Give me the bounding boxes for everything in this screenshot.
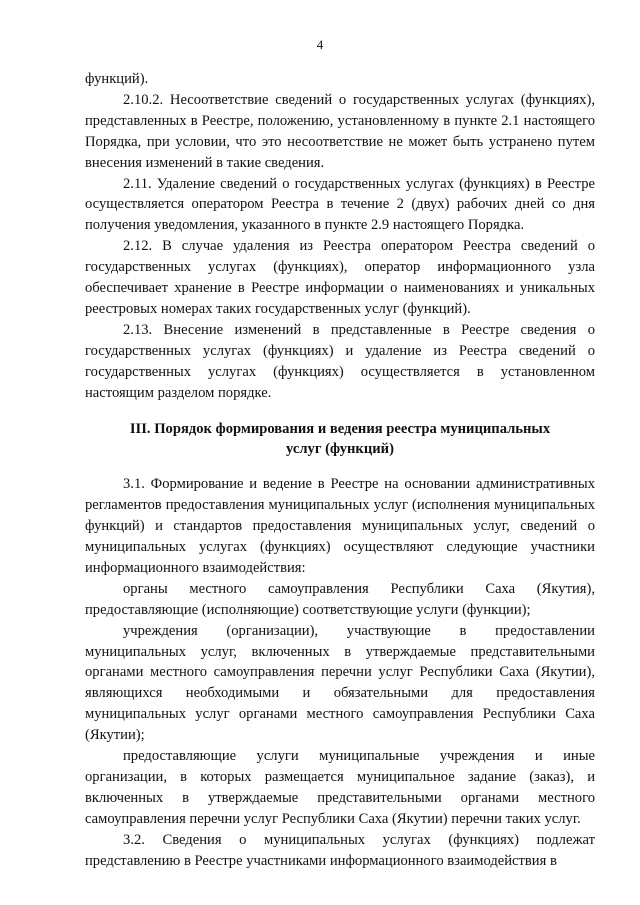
paragraphs-after (85, 474, 595, 871)
paragraph-p3-1: 3.1. Формирование и ведение в Реестре на основании административных регламентов предоставления муниципальных услуг (исполнения муниципальных функций) и стандартов предоставления муниципальных услуг, сведений о муниципальных услугах (функциях) осуществляют следующие участники информационного взаимодействия: (85, 476, 595, 576)
document-body (85, 69, 595, 872)
paragraph-cont: функций). (85, 71, 149, 87)
paragraph-p2-13: 2.13. Внесение изменений в представленные в Реестре сведения о государственных услугах (функциях) и удаление из Реестра сведений о государственных услугах (функциях) осуществляется в установленном настоящим разделом порядке. (85, 321, 595, 401)
paragraph-p2-11: 2.11. Удаление сведений о государственных услугах (функциях) в Реестре осуществляется оператором Реестра в течение 2 (двух) рабочих дней со дня получения уведомления, указанного в пункте 2.9 настоящего Порядка. (85, 175, 595, 234)
paragraph-p3-1-b: учреждения (организации), участвующие в предоставлении муниципальных услуг, включенных в утверждаемые представительными органами местного самоуправления перечни услуг Республики Саха (Якутии), являющихся необходимыми и обязательными для предоставления муниципальных услуг органами местного самоуправления Республики Саха (Якутии); (85, 622, 595, 744)
paragraph-p3-1-a: органы местного самоуправления Республики Саха (Якутия), предоставляющие (исполняющие) соответствующие услуги (функции); (85, 580, 595, 618)
paragraph-p3-2: 3.2. Сведения о муниципальных услугах (функциях) подлежат представлению в Реестре участниками информационного взаимодействия в (85, 831, 595, 869)
paragraphs-before (85, 69, 595, 404)
paragraph-p2-12: 2.12. В случае удаления из Реестра оператором Реестра сведений о государственных услугах (функциях), оператор информационного узла обеспечивает хранение в Реестре информации о наименованиях и уникальных реестровых номерах таких государственных услуг (функций). (85, 238, 595, 317)
paragraph-p3-1-c: предоставляющие услуги муниципальные учреждения и иные организации, в которых размещается муниципальное задание (заказ), и включенных в утверждаемые представительными органами местного самоуправления перечни услуг Республики Саха (Якутии) перечни таких услуг. (85, 748, 595, 827)
page-number: 4 (316, 37, 324, 52)
section-heading: III. Порядок формирования и ведения реестра муниципальных услуг (функций) (129, 420, 551, 458)
paragraph-p2-10-2: 2.10.2. Несоответствие сведений о государственных услугах (функциях), представленных в Реестре, положению, установленному в пункте 2.1 настоящего Порядка, при условии, что это несоответствие не может быть устранено путем внесения изменений в такие сведения. (85, 91, 595, 171)
